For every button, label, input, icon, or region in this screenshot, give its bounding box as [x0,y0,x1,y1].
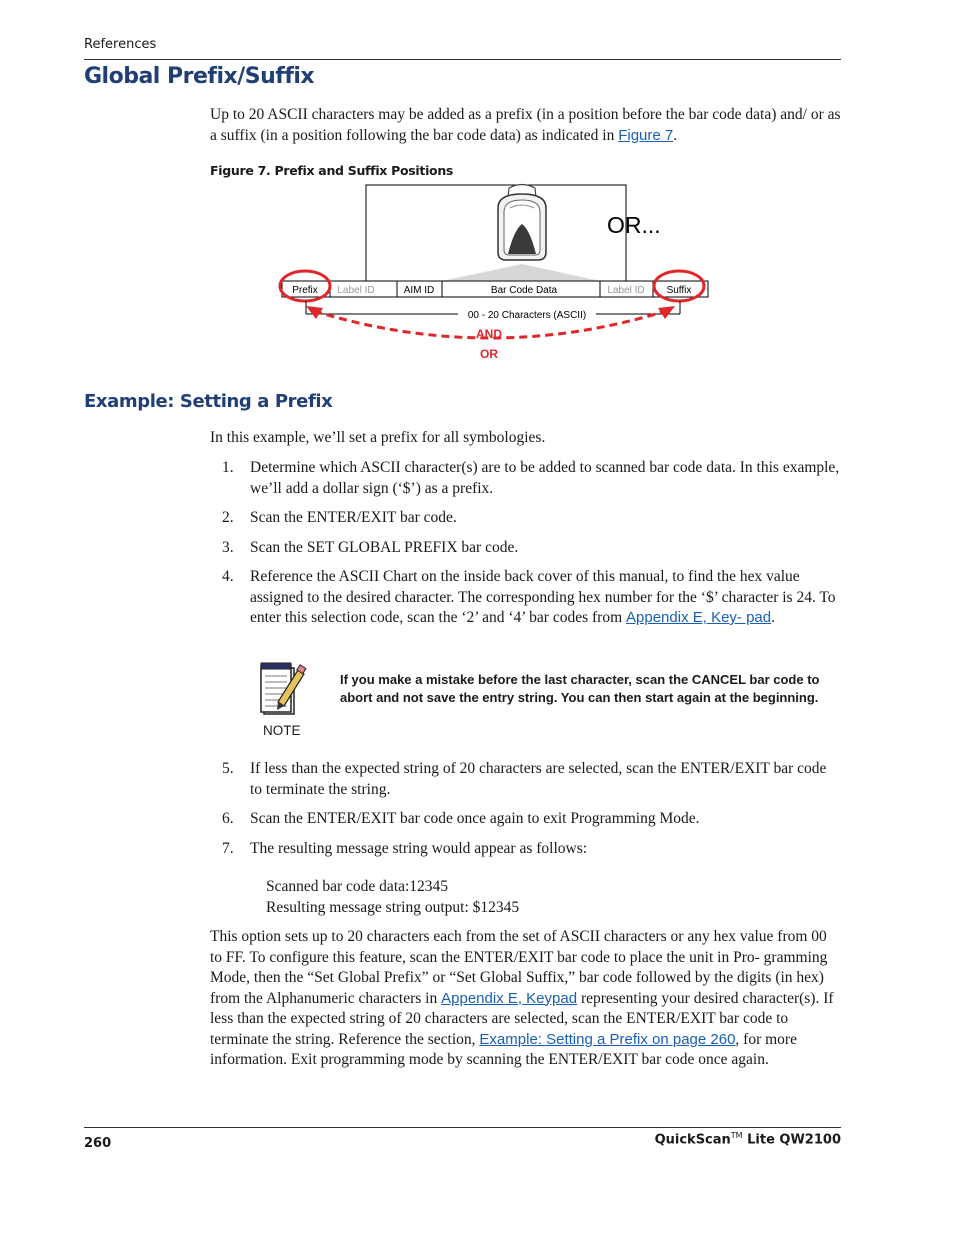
steps-list-b [210,759,842,859]
example-heading: Example: Setting a Prefix [84,391,333,412]
step-number: 1. [222,459,234,476]
list-item [210,508,842,529]
and-label: AND [476,327,502,341]
step-text: The resulting message string would appear as follows: [250,839,588,857]
step-number: 3. [222,538,234,556]
closing-text-1: This option sets up to 20 characters each from the set of ASCII characters or any hex value from 00 to FF. To configure this feature, scan the ENTER/EXIT bar code to place the unit in Pro- gramming Mode, then the “Set Global Prefix” or “Set Global Suffix,” bar code followed by the digits (in hex) from the Alphanumeric characters in [210,928,828,1007]
page-number: 260 [84,1136,112,1151]
example-setting-prefix-link[interactable]: Example: Setting a Prefix on page 260 [479,1030,736,1048]
product-model: Lite QW2100 [742,1132,841,1148]
field-bar-code-data: Bar Code Data [490,285,558,296]
figure-7-link[interactable]: Figure 7 [618,126,674,144]
appendix-e-link[interactable]: Appendix E, Keypad [441,989,578,1007]
scanner-frame [366,185,626,281]
step-text: Reference the ASCII Chart on the inside back cover of this manual, to find the hex value assigned to the desired character. The corresponding hex number for the ‘$’ character is 24. To enter this selection code, scan the ‘2’ and ‘4’ bar codes from [250,568,836,626]
step-text: Scan the ENTER/EXIT bar code once again to exit Programming Mode. [250,810,700,827]
or-large-label: OR... [607,212,661,238]
step-text: Scan the ENTER/EXIT bar code. [250,509,457,526]
field-aim-id: AIM ID [403,285,435,296]
product-brand: QuickScan [654,1132,731,1148]
page-title: Global Prefix/Suffix [84,64,315,89]
step-end: . [771,609,775,626]
trademark: TM [730,1131,743,1140]
list-item [210,809,842,830]
list-item [210,538,842,559]
or-small-label: OR [480,347,498,361]
closing-paragraph [210,927,842,1071]
product-name [655,1131,841,1147]
example-output [266,876,519,918]
intro-paragraph [210,105,842,146]
list-item [210,759,842,800]
field-prefix: Prefix [292,285,318,296]
note-text: If you make a mistake before the last character, scan the CANCEL bar code to abort and not save the entry string. You can then start again at the beginning. [340,672,820,705]
header-rule [84,59,841,60]
example-output-line-2: Resulting message string output: $12345 [266,899,520,916]
step-number: 2. [222,509,234,526]
closing-text-3: , for more information. Exit programming mode by scanning the ENTER/EXIT bar code once again. [210,1030,797,1068]
notepad-pencil-icon [258,660,310,720]
step-number: 6. [222,810,234,827]
step-number: 5. [222,760,234,777]
field-label-id-left: Label ID [337,285,375,296]
intro-text: Up to 20 ASCII characters may be added as a prefix (in a position before the bar code data) and/ or as a suffix (in a position following the bar code data) as indicated in [210,106,841,144]
prefix-suffix-figure [270,180,720,365]
running-head: References [84,37,157,52]
list-item [210,458,842,499]
note-label: NOTE [263,723,301,738]
step-text: Determine which ASCII character(s) are to be added to scanned bar code data. In this example, we’ll add a dollar sign (‘$’) as a prefix. [250,459,840,497]
range-label: 00 - 20 Characters (ASCII) [467,310,587,321]
field-label-id-right: Label ID [607,285,645,296]
steps-list-a [210,458,842,629]
footer-rule [84,1127,841,1128]
list-item [210,839,842,860]
step-number: 4. [222,568,234,585]
intro-end: . [673,126,678,144]
example-output-line-1: Scanned bar code data:12345 [266,878,449,895]
appendix-e-keypad-link[interactable]: Appendix E, Key- pad [626,609,772,626]
step-text: If less than the expected string of 20 characters are selected, scan the ENTER/EXIT bar code to terminate the string. [250,760,827,798]
closing-text-2: representing your desired character(s). If less than the expected string of 20 characters are selected, scan the ENTER/EXIT bar code to terminate the string. Reference the section, [210,989,834,1048]
step-number: 7. [222,839,234,857]
field-row [282,281,708,297]
step-text: Scan the SET GLOBAL PREFIX bar code. [250,538,519,556]
list-item [210,567,842,629]
figure-caption: Figure 7. Prefix and Suffix Positions [210,163,454,178]
field-suffix: Suffix [666,285,692,296]
example-intro: In this example, we’ll set a prefix for all symbologies. [210,429,546,446]
